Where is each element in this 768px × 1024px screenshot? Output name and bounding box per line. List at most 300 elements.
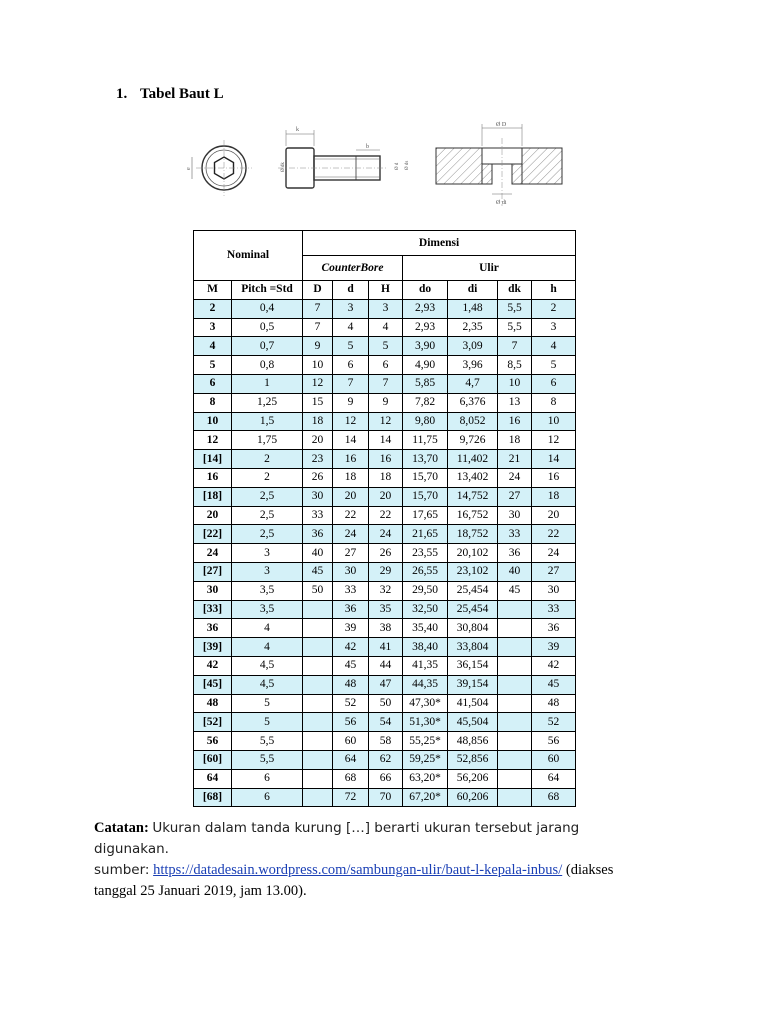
table-cell [303,600,333,619]
table-row [194,769,576,788]
table-cell: 48 [194,694,232,713]
table-cell: 20 [333,487,369,506]
table-cell: 3,09 [448,337,498,356]
table-cell [498,619,532,638]
col-header: H [369,281,403,300]
table-cell: 4,7 [448,374,498,393]
table-body [194,299,576,807]
table-cell: 5 [369,337,403,356]
table-cell: 42 [532,656,576,675]
table-cell: 2,5 [232,487,303,506]
col-header: D [303,281,333,300]
source-prefix: sumber: [94,862,150,878]
table-cell: 27 [532,562,576,581]
table-cell: 6 [333,356,369,375]
table-cell: 9,726 [448,431,498,450]
table-cell: 36 [333,600,369,619]
table-cell: 10 [194,412,232,431]
table-row [194,356,576,375]
table-cell [303,732,333,751]
table-cell: 36,154 [448,656,498,675]
table-row [194,450,576,469]
table-cell: 3,90 [403,337,448,356]
table-cell: 5 [333,337,369,356]
table-row [194,525,576,544]
table-cell: 8 [532,393,576,412]
table-cell: 41,504 [448,694,498,713]
table-cell: 40 [303,544,333,563]
col-header: d [333,281,369,300]
label-e: e [186,167,192,170]
table-cell: 56 [532,732,576,751]
table-cell: 52 [333,694,369,713]
table-cell [303,638,333,657]
table-cell: 50 [303,581,333,600]
note-text: Ukuran dalam tanda kurung […] berarti ukuran tersebut jarang digunakan. [94,820,580,857]
table-cell: 16 [194,468,232,487]
table-cell: 20 [369,487,403,506]
table-row [194,656,576,675]
table-cell: 56 [333,713,369,732]
table-cell: 13 [498,393,532,412]
table-cell [498,675,532,694]
table-cell: 16 [532,468,576,487]
table-cell [498,732,532,751]
table-cell: 15,70 [403,487,448,506]
table-cell: 9 [333,393,369,412]
access-text: (diakses [565,862,614,878]
table-cell [498,656,532,675]
table-cell: 22 [369,506,403,525]
bolt-head-end-view [186,140,252,196]
table-row [194,431,576,450]
table-cell: 5,5 [232,732,303,751]
table-cell: 30 [194,581,232,600]
table-cell: [14] [194,450,232,469]
table-cell: 14 [369,431,403,450]
table-cell: [22] [194,525,232,544]
table-cell: 26,55 [403,562,448,581]
table-cell: 33 [303,506,333,525]
table-row [194,299,576,318]
table-cell: 33 [532,600,576,619]
table-cell: 8,052 [448,412,498,431]
table-cell: 2,93 [403,318,448,337]
table-cell: 16 [369,450,403,469]
bolt-size-table [193,230,576,807]
table-cell: 14 [333,431,369,450]
table-row [194,506,576,525]
table-cell: 5,5 [232,750,303,769]
table-cell: 3 [532,318,576,337]
table-cell: 6 [232,769,303,788]
table-cell: 20 [194,506,232,525]
label-d: Ø d [395,162,400,170]
label-dk: Ø dk [281,162,286,172]
table-cell: 4,90 [403,356,448,375]
table-cell: 32 [369,581,403,600]
table-cell: 30 [303,487,333,506]
table-cell [303,675,333,694]
table-cell: 70 [369,788,403,807]
table-cell: 2,5 [232,525,303,544]
table-cell: 12 [303,374,333,393]
table-cell: 0,5 [232,318,303,337]
table-cell: 5 [194,356,232,375]
header-nominal: Nominal [194,231,303,281]
table-row [194,374,576,393]
table-row [194,750,576,769]
table-cell: 3 [232,562,303,581]
table-cell: 58 [369,732,403,751]
table-cell: 3 [194,318,232,337]
table-cell: 23 [303,450,333,469]
table-cell: 5 [232,713,303,732]
table-cell: 62 [369,750,403,769]
table-cell: 59,25* [403,750,448,769]
table-cell: 1,5 [232,412,303,431]
table-cell: 25,454 [448,600,498,619]
table-cell: 29 [369,562,403,581]
table-cell: 6 [194,374,232,393]
table-cell: 45 [532,675,576,694]
table-cell: 38 [369,619,403,638]
table-cell: 52,856 [448,750,498,769]
table-cell: 45 [303,562,333,581]
table-cell: 23,102 [448,562,498,581]
table-cell: 52 [532,713,576,732]
table-cell [498,600,532,619]
table-cell: 56,206 [448,769,498,788]
table-cell: 2,35 [448,318,498,337]
table-cell: 20 [532,506,576,525]
table-cell: 45 [498,581,532,600]
table-cell: 22 [532,525,576,544]
table-cell: 11,402 [448,450,498,469]
label-counterbore-d: Ø D [496,122,507,128]
col-header: Pitch =Std [232,281,303,300]
table-cell: 27 [333,544,369,563]
col-header: di [448,281,498,300]
table-cell: 47,30* [403,694,448,713]
table-cell: 41,35 [403,656,448,675]
table-cell: 48 [333,675,369,694]
table-cell: [27] [194,562,232,581]
table-cell: 16 [333,450,369,469]
header-dimensi: Dimensi [303,231,576,256]
table-cell: 66 [369,769,403,788]
table-cell: 21,65 [403,525,448,544]
section-number: 1. [116,86,128,102]
table-cell: 4 [333,318,369,337]
table-cell: 12 [194,431,232,450]
table-cell: [33] [194,600,232,619]
table-cell: 9,80 [403,412,448,431]
table-cell: 45,504 [448,713,498,732]
table-cell: 60 [532,750,576,769]
table-row [194,544,576,563]
table-cell: 64 [532,769,576,788]
table-cell: 7 [303,318,333,337]
table-cell: 7 [498,337,532,356]
table-cell: [45] [194,675,232,694]
table-cell: 4 [194,337,232,356]
col-header: do [403,281,448,300]
table-cell: 55,25* [403,732,448,751]
table-cell: 25,454 [448,581,498,600]
table-cell [498,788,532,807]
table-cell: 6 [232,788,303,807]
table-cell: 13,402 [448,468,498,487]
counterbore-section-view [436,122,562,206]
note-paragraph [94,818,654,902]
table-cell: 42 [194,656,232,675]
table-cell: 30,804 [448,619,498,638]
table-cell [303,769,333,788]
table-cell: 18 [333,468,369,487]
table-cell: 4,5 [232,656,303,675]
table-cell [498,713,532,732]
table-cell: 47 [369,675,403,694]
table-row [194,468,576,487]
table-cell: 5,5 [498,318,532,337]
table-cell [303,750,333,769]
table-cell: 39,154 [448,675,498,694]
source-link[interactable]: https://datadesain.wordpress.com/sambungan-ulir/baut-l-kepala-inbus/ [153,862,563,878]
table-cell: 7 [369,374,403,393]
table-cell: 60,206 [448,788,498,807]
table-cell: [39] [194,638,232,657]
table-cell: 67,20* [403,788,448,807]
table-cell: 24 [369,525,403,544]
label-di: Ø di [496,200,507,206]
note-label: Catatan: [94,820,149,836]
table-cell [498,769,532,788]
table-cell: 6 [369,356,403,375]
table-cell: 42 [333,638,369,657]
table-cell: 0,4 [232,299,303,318]
bolt-drawing-figure [178,110,578,218]
table-cell: 4 [532,337,576,356]
col-header: M [194,281,232,300]
table-cell: 33,804 [448,638,498,657]
table-cell: 1,25 [232,393,303,412]
table-cell: 40 [498,562,532,581]
table-cell: 18 [498,431,532,450]
table-cell [498,750,532,769]
table-cell: 35 [369,600,403,619]
table-cell: 45 [333,656,369,675]
table-cell: 4 [232,619,303,638]
table-cell: 44,35 [403,675,448,694]
table-cell: 30 [532,581,576,600]
table-cell: 33 [333,581,369,600]
table-cell: 7 [303,299,333,318]
table-cell: 33 [498,525,532,544]
table-cell: 8 [194,393,232,412]
table-cell: 15,70 [403,468,448,487]
table-cell: 41 [369,638,403,657]
section-heading [116,86,224,103]
access-date: tanggal 25 Januari 2019, jam 13.00). [94,883,307,899]
table-cell: 2,5 [232,506,303,525]
table-row [194,600,576,619]
table-cell: 44 [369,656,403,675]
table-cell: 48 [532,694,576,713]
table-cell: 18,752 [448,525,498,544]
table-cell: 24 [194,544,232,563]
table-cell: 4 [232,638,303,657]
table-cell: 14,752 [448,487,498,506]
table-cell: 26 [303,468,333,487]
table-cell: 10 [532,412,576,431]
table-cell: 56 [194,732,232,751]
table-cell: 12 [369,412,403,431]
table-cell: 2 [232,450,303,469]
table-cell: 54 [369,713,403,732]
bolt-side-view [278,127,410,188]
table-cell: 39 [333,619,369,638]
table-cell: 15 [303,393,333,412]
table-cell: 27 [498,487,532,506]
table-cell: 6,376 [448,393,498,412]
table-row [194,412,576,431]
table-cell: 3 [232,544,303,563]
table-cell: 24 [532,544,576,563]
table-cell: 2 [194,299,232,318]
table-cell: 10 [498,374,532,393]
table-cell: 3,5 [232,600,303,619]
table-row [194,694,576,713]
table-cell: 68 [333,769,369,788]
table-cell: 23,55 [403,544,448,563]
table-cell: 36 [303,525,333,544]
table-cell: 2 [232,468,303,487]
table-cell: [52] [194,713,232,732]
table-cell: 3,5 [232,581,303,600]
table-cell: 7 [333,374,369,393]
label-ds: Ø ds [405,160,410,170]
table-cell: [60] [194,750,232,769]
table-cell: 30 [333,562,369,581]
table-cell: 64 [333,750,369,769]
table-cell: 6 [532,374,576,393]
table-cell: 16,752 [448,506,498,525]
table-cell: 35,40 [403,619,448,638]
table-row [194,732,576,751]
table-cell: 17,65 [403,506,448,525]
table-cell: 64 [194,769,232,788]
table-cell [303,694,333,713]
table-cell: 2 [532,299,576,318]
table-cell [303,713,333,732]
table-cell: 3,96 [448,356,498,375]
table-cell: 7,82 [403,393,448,412]
table-cell: 60 [333,732,369,751]
table-row [194,393,576,412]
table-cell: 8,5 [498,356,532,375]
table-cell: 12 [333,412,369,431]
table-row [194,788,576,807]
table-cell: [18] [194,487,232,506]
table-row [194,713,576,732]
section-title: Tabel Baut L [140,86,224,102]
table-row [194,337,576,356]
table-cell: 20,102 [448,544,498,563]
table-cell: 26 [369,544,403,563]
table-cell: 68 [532,788,576,807]
table-cell: 24 [333,525,369,544]
table-cell [303,788,333,807]
table-cell: 4 [369,318,403,337]
table-cell [303,619,333,638]
table-row [194,318,576,337]
table-cell: 2,93 [403,299,448,318]
table-cell: 4,5 [232,675,303,694]
table-cell: 50 [369,694,403,713]
table-cell [303,656,333,675]
table-cell: 1 [232,374,303,393]
table-cell: 24 [498,468,532,487]
table-cell: 13,70 [403,450,448,469]
table-row [194,562,576,581]
table-row [194,619,576,638]
table-cell: 9 [369,393,403,412]
header-counterbore: CounterBore [303,256,403,281]
table-cell: 18 [303,412,333,431]
table-cell: 21 [498,450,532,469]
table-cell: 29,50 [403,581,448,600]
table-cell: 20 [303,431,333,450]
table-row [194,487,576,506]
table-cell: 3 [369,299,403,318]
label-k: k [296,127,299,133]
bolt-drawing-svg [178,110,578,218]
table-cell: 1,75 [232,431,303,450]
table-cell: 16 [498,412,532,431]
col-header: h [532,281,576,300]
table-cell [498,694,532,713]
table-cell: 5 [532,356,576,375]
table-cell: 3 [333,299,369,318]
table-cell: 36 [498,544,532,563]
table-cell: 39 [532,638,576,657]
table-row [194,675,576,694]
table-cell: 30 [498,506,532,525]
table-cell: [68] [194,788,232,807]
header-ulir: Ulir [403,256,576,281]
table-cell: 72 [333,788,369,807]
table-row [194,638,576,657]
table-row [194,581,576,600]
table-cell: 63,20* [403,769,448,788]
table-cell: 22 [333,506,369,525]
table-cell: 18 [369,468,403,487]
table-cell: 5,85 [403,374,448,393]
table-cell: 0,8 [232,356,303,375]
col-header: dk [498,281,532,300]
label-b: b [366,144,369,150]
table-cell: 1,48 [448,299,498,318]
table-cell: 38,40 [403,638,448,657]
table-cell: 10 [303,356,333,375]
table-cell: 14 [532,450,576,469]
table-cell: 0,7 [232,337,303,356]
table-cell [498,638,532,657]
table-cell: 18 [532,487,576,506]
table-cell: 5,5 [498,299,532,318]
table-cell: 11,75 [403,431,448,450]
